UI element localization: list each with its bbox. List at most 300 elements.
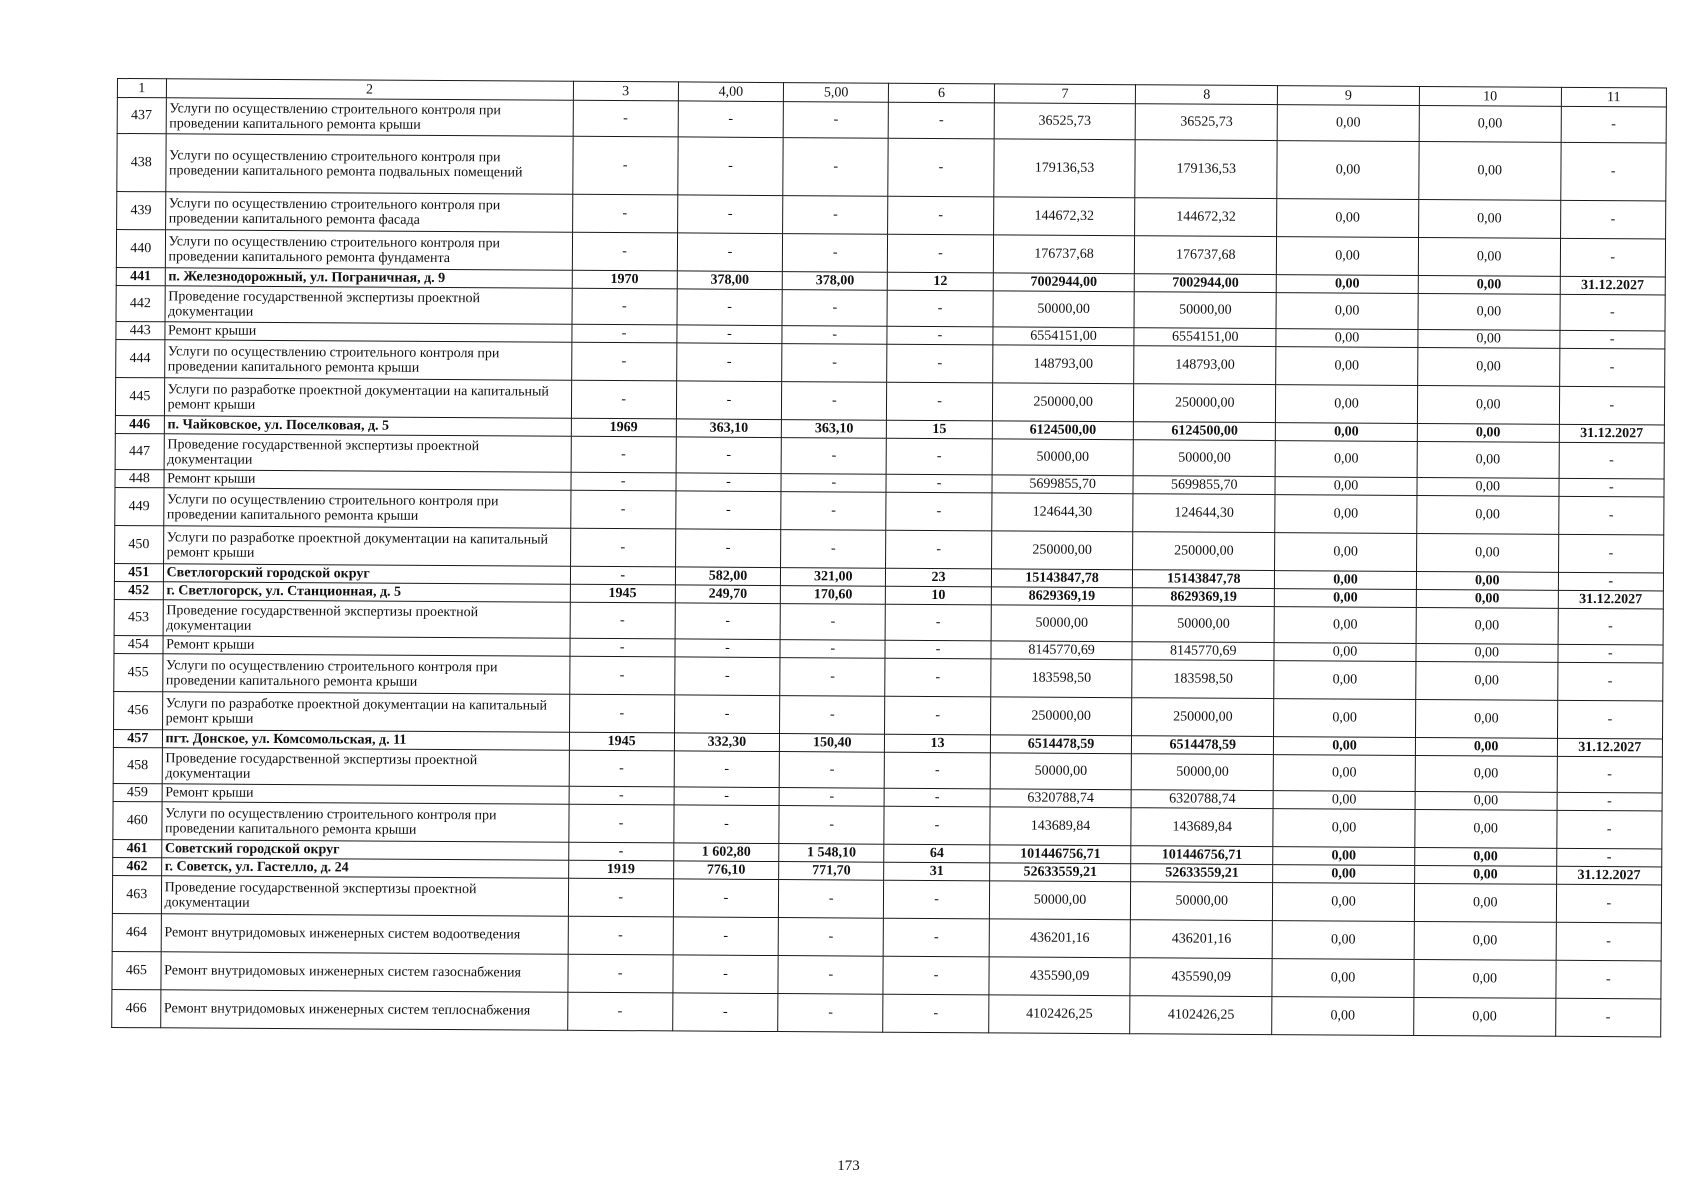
deadline-cell: - xyxy=(1557,700,1663,739)
residents-cell: 12 xyxy=(888,272,993,291)
area-residential-cell: 1 548,10 xyxy=(779,844,884,863)
deadline-cell: - xyxy=(1559,348,1665,387)
cost-total-cell: 8629369,19 xyxy=(991,587,1133,606)
area-total-cell: - xyxy=(673,879,779,918)
cost-fund-cell: 124644,30 xyxy=(1133,494,1275,533)
area-total-cell: - xyxy=(674,787,779,806)
cost-owners-cell: 0,00 xyxy=(1416,661,1558,700)
area-residential-cell: - xyxy=(780,640,885,659)
row-number-cell: 461 xyxy=(113,839,162,857)
row-number-cell: 451 xyxy=(114,563,163,581)
area-residential-cell: - xyxy=(782,382,888,421)
cost-owners-cell: 0,00 xyxy=(1418,199,1560,238)
area-total-cell: 249,70 xyxy=(675,585,780,604)
cost-budget-cell: 0,00 xyxy=(1275,423,1417,442)
cost-total-cell: 4102426,25 xyxy=(988,995,1130,1034)
cost-total-cell: 6124500,00 xyxy=(992,421,1134,440)
year-cell: 1919 xyxy=(568,860,673,879)
cost-budget-cell: 0,00 xyxy=(1275,571,1417,590)
item-name-cell: Услуги по разработке проектной документации на капитальный ремонт крыши xyxy=(164,378,571,418)
row-number-cell: 466 xyxy=(112,989,161,1027)
item-name-cell: Проведение государственной экспертизы проектной документации xyxy=(164,434,571,472)
residents-cell: - xyxy=(887,326,992,345)
cost-total-cell: 101446756,71 xyxy=(989,845,1131,864)
item-name-cell: Услуги по разработке проектной документации на капитальный ремонт крыши xyxy=(163,526,570,566)
year-cell: - xyxy=(570,528,676,567)
year-cell: - xyxy=(568,954,674,993)
cost-owners-cell: 0,00 xyxy=(1414,959,1556,998)
cost-total-cell: 179136,53 xyxy=(993,139,1135,198)
year-cell: 1945 xyxy=(570,584,675,603)
cost-fund-cell: 143689,84 xyxy=(1131,808,1273,847)
cost-owners-cell: 0,00 xyxy=(1417,477,1559,496)
deadline-cell: - xyxy=(1557,756,1663,793)
deadline-cell: - xyxy=(1558,644,1663,663)
area-residential-cell: - xyxy=(783,196,889,235)
cost-total-cell: 36525,73 xyxy=(994,103,1136,140)
item-name-cell: Услуги по осуществлению строительного контроля при проведении капитального ремонта подвальных помещений xyxy=(165,134,572,194)
cost-budget-cell: 0,00 xyxy=(1272,959,1414,998)
cost-budget-cell: 0,00 xyxy=(1274,643,1416,662)
cost-owners-cell: 0,00 xyxy=(1415,809,1557,848)
cost-total-cell: 5699855,70 xyxy=(992,475,1134,494)
area-residential-cell: - xyxy=(779,788,884,807)
row-number-cell: 445 xyxy=(115,377,164,415)
cost-budget-cell: 0,00 xyxy=(1273,809,1415,848)
residents-cell: - xyxy=(886,474,991,493)
year-cell: - xyxy=(568,878,674,917)
cost-total-cell: 176737,68 xyxy=(993,235,1135,274)
row-number-cell: 448 xyxy=(115,469,164,487)
area-total-cell: - xyxy=(675,603,780,640)
item-name-cell: Ремонт крыши xyxy=(164,322,571,342)
residents-cell: - xyxy=(887,382,993,421)
table-row xyxy=(117,134,1666,201)
cost-budget-cell: 0,00 xyxy=(1272,921,1414,960)
deadline-cell: - xyxy=(1560,142,1666,201)
cost-fund-cell: 179136,53 xyxy=(1135,140,1277,199)
deadline-cell: - xyxy=(1557,662,1663,701)
area-total-cell: - xyxy=(678,137,784,196)
header-cell: 9 xyxy=(1278,86,1420,106)
cost-budget-cell: 0,00 xyxy=(1273,865,1415,884)
cost-owners-cell: 0,00 xyxy=(1418,293,1560,330)
cost-fund-cell: 5699855,70 xyxy=(1133,476,1275,495)
item-name-cell: Ремонт внутридомовых инженерных систем газоснабжения xyxy=(161,952,568,992)
area-residential-cell: - xyxy=(782,326,887,345)
cost-budget-cell: 0,00 xyxy=(1277,199,1419,238)
cost-budget-cell: 0,00 xyxy=(1276,237,1418,276)
deadline-cell: 31.12.2027 xyxy=(1560,276,1665,295)
area-total-cell: 378,00 xyxy=(677,271,782,290)
area-residential-cell: - xyxy=(783,138,889,197)
row-number-cell: 457 xyxy=(113,729,162,747)
area-total-cell: - xyxy=(676,437,781,474)
cost-budget-cell: 0,00 xyxy=(1274,589,1416,608)
area-total-cell: 776,10 xyxy=(673,861,778,880)
cost-total-cell: 435590,09 xyxy=(989,957,1131,996)
cost-fund-cell: 6124500,00 xyxy=(1134,422,1276,441)
year-cell: - xyxy=(569,750,674,787)
item-name-cell: Ремонт внутридомовых инженерных систем теплоснабжения xyxy=(160,990,567,1030)
row-number-cell: 464 xyxy=(112,913,161,951)
cost-owners-cell: 0,00 xyxy=(1414,997,1556,1036)
cost-owners-cell: 0,00 xyxy=(1419,105,1561,142)
cost-total-cell: 143689,84 xyxy=(990,807,1132,846)
residents-cell: - xyxy=(888,196,994,235)
area-total-cell: 1 602,80 xyxy=(674,843,779,862)
area-total-cell: - xyxy=(677,289,782,326)
row-number-cell: 444 xyxy=(116,339,165,377)
cost-fund-cell: 436201,16 xyxy=(1131,920,1273,959)
area-residential-cell: 170,60 xyxy=(780,586,885,605)
row-number-cell: 437 xyxy=(117,98,166,134)
item-name-cell: Услуги по разработке проектной документации на капитальный ремонт крыши xyxy=(162,692,569,732)
area-total-cell: - xyxy=(674,695,780,734)
cost-fund-cell: 7002944,00 xyxy=(1135,274,1277,293)
item-name-cell: Проведение государственной экспертизы проектной документации xyxy=(163,600,570,638)
header-cell: 5,00 xyxy=(784,83,889,103)
deadline-cell: - xyxy=(1555,998,1661,1037)
cost-owners-cell: 0,00 xyxy=(1416,643,1558,662)
cost-fund-cell: 50000,00 xyxy=(1134,292,1276,329)
year-cell: - xyxy=(568,842,673,861)
year-cell: - xyxy=(570,602,675,639)
area-residential-cell: 321,00 xyxy=(781,568,886,587)
year-cell: - xyxy=(572,288,677,325)
cost-fund-cell: 101446756,71 xyxy=(1131,846,1273,865)
cost-fund-cell: 4102426,25 xyxy=(1130,996,1272,1035)
row-number-cell: 450 xyxy=(115,525,164,563)
deadline-cell: - xyxy=(1560,238,1666,277)
row-number-cell: 443 xyxy=(116,321,165,339)
cost-budget-cell: 0,00 xyxy=(1273,791,1415,810)
cost-budget-cell: 0,00 xyxy=(1275,441,1417,478)
area-residential-cell: 378,00 xyxy=(782,272,887,291)
year-cell: - xyxy=(568,804,674,843)
area-total-cell: - xyxy=(677,195,783,234)
residents-cell: - xyxy=(885,752,990,789)
year-cell: - xyxy=(573,100,678,137)
deadline-cell: - xyxy=(1556,922,1662,961)
cost-fund-cell: 52633559,21 xyxy=(1131,864,1273,883)
area-residential-cell: - xyxy=(783,102,888,139)
year-cell: - xyxy=(569,786,674,805)
header-cell: 2 xyxy=(166,79,573,100)
cost-total-cell: 124644,30 xyxy=(991,493,1133,532)
item-name-cell: Услуги по осуществлению строительного контроля при проведении капитального ремонта крыши xyxy=(162,654,569,694)
residents-cell: 64 xyxy=(884,844,989,863)
area-residential-cell: 363,10 xyxy=(781,420,886,439)
residents-cell: - xyxy=(886,530,992,569)
deadline-cell: - xyxy=(1560,294,1666,331)
row-number-cell: 441 xyxy=(116,267,165,285)
area-total-cell: - xyxy=(676,491,782,530)
cost-owners-cell: 0,00 xyxy=(1415,865,1557,884)
area-residential-cell: - xyxy=(781,438,886,475)
deadline-cell: - xyxy=(1558,608,1664,645)
cost-fund-cell: 50000,00 xyxy=(1134,440,1276,477)
cost-owners-cell: 0,00 xyxy=(1414,921,1556,960)
item-name-cell: Услуги по осуществлению строительного контроля при проведении капитального ремонта фасада xyxy=(165,192,572,232)
item-name-cell: Ремонт крыши xyxy=(163,636,570,656)
cost-owners-cell: 0,00 xyxy=(1415,847,1557,866)
item-name-cell: пгт. Донское, ул. Комсомольская, д. 11 xyxy=(162,730,569,750)
cost-total-cell: 50000,00 xyxy=(989,881,1131,920)
residents-cell: 10 xyxy=(886,586,991,605)
cost-owners-cell: 0,00 xyxy=(1415,755,1557,792)
cost-total-cell: 436201,16 xyxy=(989,919,1131,958)
year-cell: - xyxy=(571,472,676,491)
header-cell: 4,00 xyxy=(678,82,783,102)
cost-budget-cell: 0,00 xyxy=(1276,385,1418,424)
deadline-cell: - xyxy=(1559,442,1665,479)
area-residential-cell: - xyxy=(778,956,884,995)
cost-fund-cell: 8629369,19 xyxy=(1133,588,1275,607)
year-cell: 1970 xyxy=(572,270,677,289)
year-cell: - xyxy=(569,694,675,733)
cost-fund-cell: 36525,73 xyxy=(1136,104,1278,141)
deadline-cell: - xyxy=(1558,534,1664,573)
area-residential-cell: - xyxy=(780,604,885,641)
item-name-cell: Проведение государственной экспертизы проектной документации xyxy=(165,286,572,324)
cost-fund-cell: 50000,00 xyxy=(1133,606,1275,643)
area-total-cell: - xyxy=(674,805,780,844)
cost-owners-cell: 0,00 xyxy=(1417,495,1559,534)
year-cell: - xyxy=(571,324,676,343)
residents-cell: 15 xyxy=(887,420,992,439)
item-name-cell: Ремонт крыши xyxy=(162,784,569,804)
cost-fund-cell: 6514478,59 xyxy=(1132,736,1274,755)
residents-cell: - xyxy=(889,102,994,139)
item-name-cell: Советский городской округ xyxy=(161,840,568,860)
table-body xyxy=(112,79,1667,1037)
cost-total-cell: 52633559,21 xyxy=(989,863,1131,882)
cost-fund-cell: 144672,32 xyxy=(1135,198,1277,237)
deadline-cell: - xyxy=(1559,478,1664,497)
header-cell: 3 xyxy=(573,81,678,101)
area-residential-cell: - xyxy=(780,696,886,735)
cost-owners-cell: 0,00 xyxy=(1416,589,1558,608)
cost-total-cell: 6320788,74 xyxy=(990,789,1132,808)
cost-owners-cell: 0,00 xyxy=(1415,791,1557,810)
cost-fund-cell: 148793,00 xyxy=(1134,346,1276,385)
cost-owners-cell: 0,00 xyxy=(1419,141,1561,200)
cost-owners-cell: 0,00 xyxy=(1418,329,1560,348)
cost-owners-cell: 0,00 xyxy=(1418,347,1560,386)
residents-cell: - xyxy=(887,344,993,383)
cost-budget-cell: 0,00 xyxy=(1275,477,1417,496)
row-number-cell: 462 xyxy=(113,857,162,875)
cost-fund-cell: 8145770,69 xyxy=(1132,642,1274,661)
cost-total-cell: 15143847,78 xyxy=(991,569,1133,588)
cost-fund-cell: 15143847,78 xyxy=(1133,570,1275,589)
cost-owners-cell: 0,00 xyxy=(1418,237,1560,276)
item-name-cell: г. Светлогорск, ул. Станционная, д. 5 xyxy=(163,582,570,602)
cost-fund-cell: 50000,00 xyxy=(1132,754,1274,791)
cost-total-cell: 50000,00 xyxy=(990,753,1132,790)
cost-budget-cell: 0,00 xyxy=(1276,329,1418,348)
cost-budget-cell: 0,00 xyxy=(1272,997,1414,1036)
residents-cell: 13 xyxy=(885,734,990,753)
item-name-cell: Услуги по осуществлению строительного контроля при проведении капитального ремонта крыши xyxy=(161,802,568,842)
cost-total-cell: 183598,50 xyxy=(990,659,1132,698)
year-cell: - xyxy=(571,380,677,419)
area-residential-cell: - xyxy=(781,492,887,531)
residents-cell: - xyxy=(887,438,992,475)
cost-total-cell: 50000,00 xyxy=(991,605,1133,642)
area-residential-cell: 771,70 xyxy=(779,862,884,881)
deadline-cell: 31.12.2027 xyxy=(1559,424,1664,443)
header-cell: 1 xyxy=(117,79,166,98)
cost-fund-cell: 250000,00 xyxy=(1133,532,1275,571)
residents-cell: - xyxy=(885,696,991,735)
cost-budget-cell: 0,00 xyxy=(1274,607,1416,644)
residents-cell: - xyxy=(885,640,990,659)
cost-owners-cell: 0,00 xyxy=(1415,699,1557,738)
item-name-cell: Услуги по осуществлению строительного контроля при проведении капитального ремонта крыши xyxy=(166,98,573,136)
header-cell: 11 xyxy=(1561,87,1666,107)
item-name-cell: Ремонт крыши xyxy=(164,470,571,490)
row-number-cell: 452 xyxy=(114,581,163,599)
cost-budget-cell: 0,00 xyxy=(1274,699,1416,738)
cost-total-cell: 6514478,59 xyxy=(990,735,1132,754)
cost-fund-cell: 250000,00 xyxy=(1132,698,1274,737)
item-name-cell: Ремонт внутридомовых инженерных систем водоотведения xyxy=(161,914,568,954)
item-name-cell: Услуги по осуществлению строительного контроля при проведении капитального ремонта крыши xyxy=(163,488,570,528)
deadline-cell: - xyxy=(1556,848,1661,867)
deadline-cell: 31.12.2027 xyxy=(1558,590,1663,609)
cost-fund-cell: 6554151,00 xyxy=(1134,328,1276,347)
area-total-cell: - xyxy=(673,917,779,956)
residents-cell: - xyxy=(884,788,989,807)
year-cell: - xyxy=(569,656,675,695)
year-cell: - xyxy=(572,232,678,271)
year-cell: - xyxy=(567,992,673,1031)
area-residential-cell: - xyxy=(779,806,885,845)
area-total-cell: 363,10 xyxy=(676,419,781,438)
residents-cell: - xyxy=(888,138,994,197)
residents-cell: - xyxy=(885,658,991,697)
year-cell: - xyxy=(571,436,676,473)
area-total-cell: - xyxy=(677,343,783,382)
cost-budget-cell: 0,00 xyxy=(1276,275,1418,294)
row-number-cell: 459 xyxy=(113,783,162,801)
residents-cell: 31 xyxy=(884,862,989,881)
residents-cell: - xyxy=(887,290,992,327)
area-total-cell: - xyxy=(675,639,780,658)
residents-cell: - xyxy=(883,956,989,995)
cost-total-cell: 6554151,00 xyxy=(993,327,1135,346)
residents-cell: - xyxy=(886,604,991,641)
year-cell: - xyxy=(572,136,678,195)
cost-fund-cell: 50000,00 xyxy=(1131,882,1273,921)
header-cell: 7 xyxy=(994,84,1136,104)
year-cell: - xyxy=(572,194,678,233)
cost-total-cell: 250000,00 xyxy=(992,383,1134,422)
area-total-cell: - xyxy=(673,955,779,994)
deadline-cell: - xyxy=(1559,386,1665,425)
area-residential-cell: - xyxy=(778,918,884,957)
program-table xyxy=(111,78,1667,1037)
row-number-cell: 442 xyxy=(116,285,165,321)
area-residential-cell: - xyxy=(780,658,886,697)
row-number-cell: 438 xyxy=(117,134,166,192)
cost-budget-cell: 0,00 xyxy=(1275,495,1417,534)
area-residential-cell: - xyxy=(782,290,887,327)
cost-budget-cell: 0,00 xyxy=(1274,661,1416,700)
cost-total-cell: 7002944,00 xyxy=(993,273,1135,292)
area-residential-cell: - xyxy=(779,880,885,919)
cost-fund-cell: 250000,00 xyxy=(1134,384,1276,423)
residents-cell: - xyxy=(884,918,990,957)
area-total-cell: - xyxy=(678,101,783,138)
deadline-cell: - xyxy=(1556,960,1662,999)
row-number-cell: 449 xyxy=(115,487,164,525)
cost-owners-cell: 0,00 xyxy=(1414,883,1556,922)
header-cell: 8 xyxy=(1136,85,1278,105)
cost-fund-cell: 183598,50 xyxy=(1132,660,1274,699)
residents-cell: 23 xyxy=(886,568,991,587)
cost-owners-cell: 0,00 xyxy=(1417,385,1559,424)
row-number-cell: 446 xyxy=(115,415,164,433)
cost-fund-cell: 176737,68 xyxy=(1135,236,1277,275)
cost-total-cell: 50000,00 xyxy=(992,439,1134,476)
page-number: 173 xyxy=(837,1158,860,1174)
item-name-cell: Услуги по осуществлению строительного контроля при проведении капитального ремонта крыши xyxy=(164,340,571,380)
cost-total-cell: 144672,32 xyxy=(993,197,1135,236)
deadline-cell: - xyxy=(1558,496,1664,535)
area-total-cell: 332,30 xyxy=(674,733,779,752)
year-cell: 1969 xyxy=(571,418,676,437)
deadline-cell: 31.12.2027 xyxy=(1557,738,1662,757)
row-number-cell: 453 xyxy=(114,599,163,635)
cost-owners-cell: 0,00 xyxy=(1416,571,1558,590)
cost-budget-cell: 0,00 xyxy=(1273,755,1415,792)
cost-owners-cell: 0,00 xyxy=(1417,441,1559,478)
cost-fund-cell: 435590,09 xyxy=(1130,958,1272,997)
cost-owners-cell: 0,00 xyxy=(1418,275,1560,294)
cost-owners-cell: 0,00 xyxy=(1416,607,1558,644)
cost-budget-cell: 0,00 xyxy=(1274,737,1416,756)
header-cell: 10 xyxy=(1419,86,1561,106)
item-name-cell: Светлогорский городской округ xyxy=(163,564,570,584)
item-name-cell: Проведение государственной экспертизы проектной документации xyxy=(162,748,569,786)
residents-cell: - xyxy=(886,492,992,531)
deadline-cell: - xyxy=(1560,330,1665,349)
area-total-cell: - xyxy=(674,751,779,788)
area-total-cell: - xyxy=(675,529,781,568)
area-total-cell: - xyxy=(677,233,783,272)
row-number-cell: 465 xyxy=(112,951,161,989)
cost-total-cell: 8145770,69 xyxy=(991,641,1133,660)
area-total-cell: 582,00 xyxy=(675,567,780,586)
area-total-cell: - xyxy=(676,473,781,492)
deadline-cell: - xyxy=(1561,106,1667,143)
item-name-cell: п. Железнодорожный, ул. Пограничная, д. 9 xyxy=(165,268,572,288)
area-residential-cell: 150,40 xyxy=(780,734,885,753)
area-total-cell: - xyxy=(677,325,782,344)
cost-total-cell: 250000,00 xyxy=(991,531,1133,570)
residents-cell: - xyxy=(884,880,990,919)
cost-budget-cell: 0,00 xyxy=(1276,347,1418,386)
area-residential-cell: - xyxy=(782,234,888,273)
area-residential-cell: - xyxy=(781,474,886,493)
deadline-cell: - xyxy=(1556,884,1662,923)
area-total-cell: - xyxy=(673,993,779,1032)
cost-budget-cell: 0,00 xyxy=(1276,293,1418,330)
row-number-cell: 447 xyxy=(115,433,164,469)
